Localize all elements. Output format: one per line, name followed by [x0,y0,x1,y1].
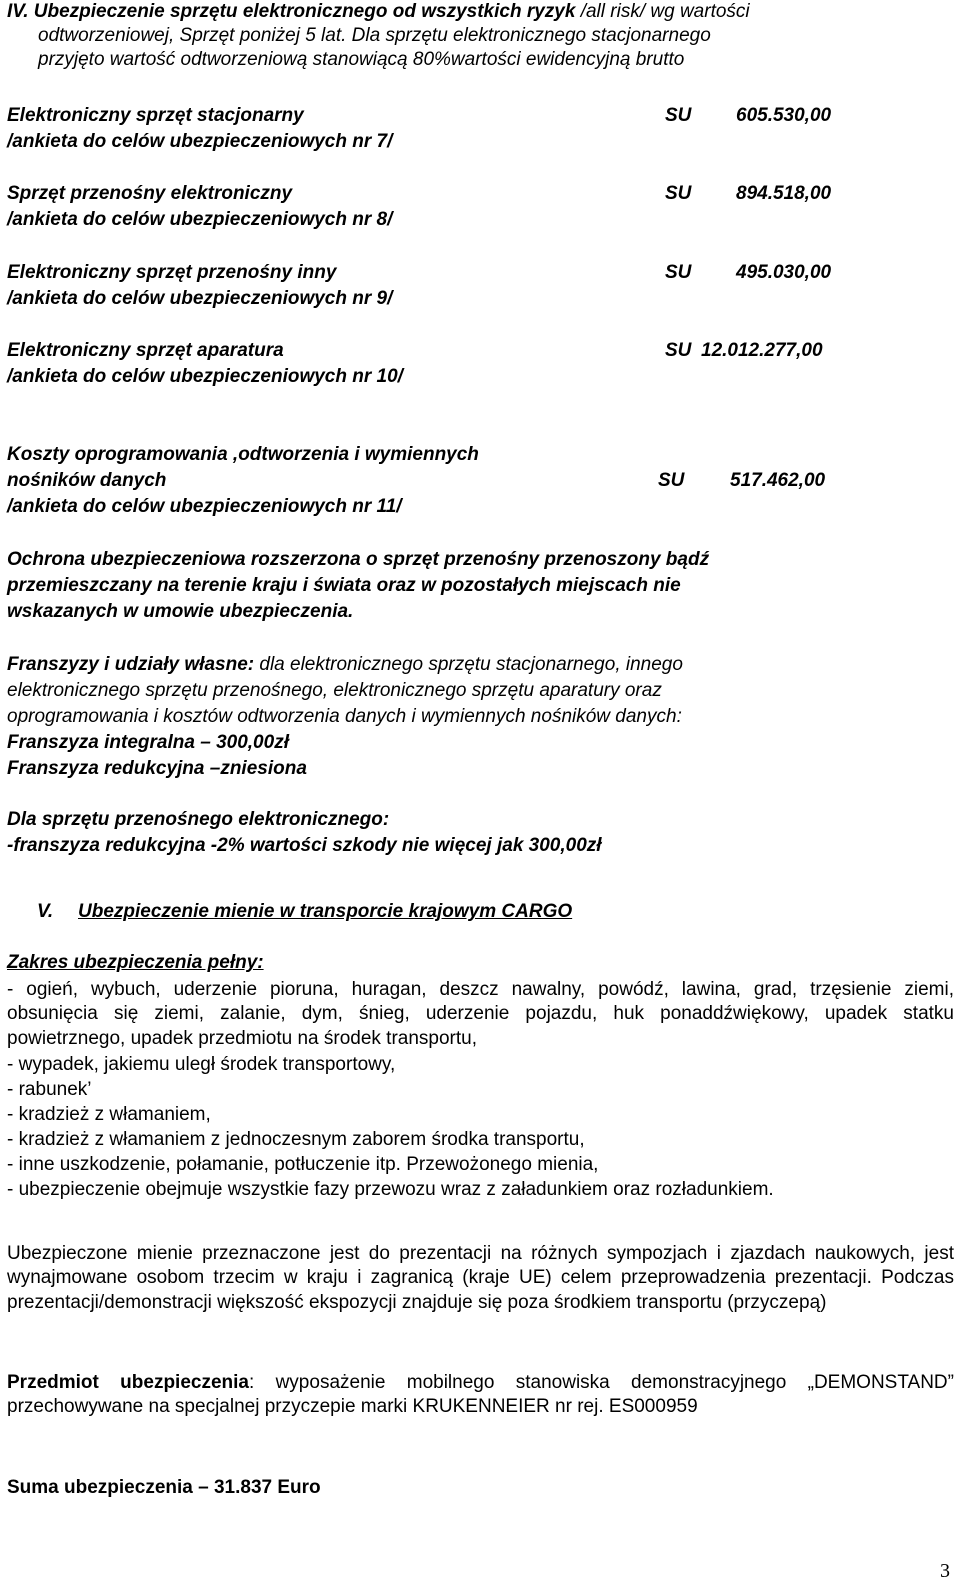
software-line1: Koszty oprogramowania ,odtworzenia i wymiennych [7,444,479,465]
deductibles-line3: oprogramowania i kosztów odtworzenia danych i wymiennych nośników danych: [7,706,682,727]
scope-paragraph: - ogień, wybuch, uderzenie pioruna, huragan, deszcz nawalny, powódź, lawina, grad, trzęsienie ziemi, obsunięcia się ziemi, zalanie, dym, śnieg, uderzenie pojazdu, huk ponaddźwiękowy, upadek statku powietrznego, upadek przedmiotu na środek transportu, [7,979,954,1049]
section-v-number: V. [37,901,54,922]
scope-item: - inne uszkodzenie, połamanie, potłuczenie itp. Przewożonego mienia, [7,1154,599,1175]
section-v-title: Ubezpieczenie mienie w transporcie krajowym CARGO [78,901,573,922]
scope-item: - kradzież z włamaniem, [7,1104,211,1125]
scope-label: Zakres ubezpieczenia pełny: [7,952,264,973]
item-amount: 605.530,00 [736,105,832,126]
subject-label: Przedmiot ubezpieczenia [7,1372,249,1393]
item-note: /ankieta do celów ubezpieczeniowych nr 9/ [7,288,393,309]
portable-rule: -franszyza redukcyjna -2% wartości szkody nie więcej jak 300,00zł [7,835,602,856]
deductible-integral: Franszyza integralna – 300,00zł [7,732,289,753]
item-su: SU [665,183,692,204]
software-amount: 517.462,00 [730,470,826,491]
scope-item: - ubezpieczenie obejmuje wszystkie fazy przewozu wraz z załadunkiem oraz rozładunkiem. [7,1179,774,1200]
deductibles-label: Franszyzy i udziały własne: [7,654,255,675]
subject-paragraph [7,1371,954,1420]
section-iv-heading-line1 [7,0,750,24]
item-amount: 12.012.277,00 [701,340,823,361]
item-note: /ankieta do celów ubezpieczeniowych nr 8/ [7,209,393,230]
deductibles-line1-rest: dla elektronicznego sprzętu stacjonarnego, innego [254,654,683,675]
item-su: SU [665,105,692,126]
item-note: /ankieta do celów ubezpieczeniowych nr 7/ [7,131,393,152]
page-number: 3 [940,1560,950,1582]
extended-line2: przemieszczany na terenie kraju i świata oraz w pozostałych miejscach nie [7,575,681,596]
scope-item: - kradzież z włamaniem z jednoczesnym zaborem środka transportu, [7,1129,585,1150]
extended-line3: wskazanych w umowie ubezpieczenia. [7,601,354,622]
item-name: Elektroniczny sprzęt aparatura [7,340,284,361]
portable-label: Dla sprzętu przenośnego elektronicznego: [7,809,390,830]
extended-line1: Ochrona ubezpieczeniowa rozszerzona o sprzęt przenośny przenoszony bądź [7,549,710,570]
scope-item: - wypadek, jakiemu uległ środek transportowy, [7,1054,396,1075]
deductibles-line2: elektronicznego sprzętu przenośnego, elektronicznego sprzętu aparatury oraz [7,680,662,701]
section-iv-line3: przyjęto wartość odtworzeniową stanowiącą 80%wartości ewidencyjną brutto [38,49,685,70]
item-name: Elektroniczny sprzęt przenośny inny [7,262,337,283]
property-paragraph: Ubezpieczone mienie przeznaczone jest do prezentacji na różnych sympozjach i zjazdach naukowych, jest wynajmowane osobom trzecim w kraju i zagranicą (kraje UE) celem przeprowadzenia prezentacji. Podczas prezentacji/demonstracji większość ekspozycji znajduje się poza środkiem transportu (przyczepą) [7,1243,954,1313]
deductibles-line1 [7,653,683,677]
deductible-reduction: Franszyza redukcyjna –zniesiona [7,758,307,779]
software-line2: nośników danych [7,470,167,491]
software-su: SU [658,470,685,491]
item-su: SU [665,262,692,283]
item-note: /ankieta do celów ubezpieczeniowych nr 10/ [7,366,403,387]
item-su: SU [665,340,692,361]
software-note: /ankieta do celów ubezpieczeniowych nr 11/ [7,496,402,517]
insurance-sum: Suma ubezpieczenia – 31.837 Euro [7,1477,321,1498]
scope-item: - rabunek’ [7,1079,92,1100]
item-name: Elektroniczny sprzęt stacjonarny [7,105,304,126]
item-name: Sprzęt przenośny elektroniczny [7,183,293,204]
section-iv-line2: odtworzeniowej, Sprzęt poniżej 5 lat. Dla sprzętu elektronicznego stacjonarnego [38,25,711,46]
subject-text: : wyposażenie mobilnego stanowiska demonstracyjnego „DEMONSTAND” przechowywane na specjalnej przyczepie marki KRUKENNEIER nr rej. ES000959 [7,1372,954,1418]
section-iv-heading-tail: /all risk/ wg wartości [575,1,750,22]
item-amount: 495.030,00 [736,262,832,283]
item-amount: 894.518,00 [736,183,832,204]
section-iv-heading: IV. Ubezpieczenie sprzętu elektronicznego od wszystkich ryzyk [7,1,576,22]
